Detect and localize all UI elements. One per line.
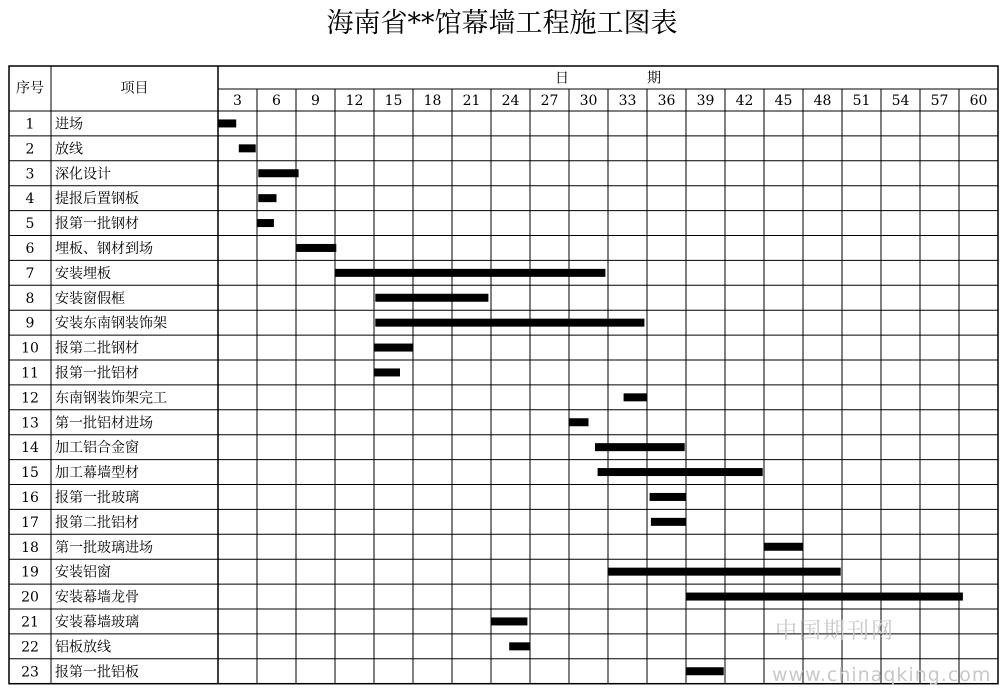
x-tick-label: 18 (423, 93, 442, 109)
task-name: 第一批铝材进场 (55, 415, 153, 432)
task-name: 报第一批铝板 (55, 664, 139, 681)
task-number: 20 (21, 589, 39, 606)
task-name: 报第二批铝材 (55, 514, 139, 531)
watermark-url: www.chinaqking.com (772, 664, 992, 686)
x-tick-label: 24 (501, 93, 520, 109)
gantt-bar (218, 119, 236, 127)
gantt-bar (686, 593, 963, 601)
header-date-right: 期 (647, 70, 661, 87)
task-name: 安装铝窗 (55, 564, 111, 581)
gantt-bar (608, 568, 841, 576)
task-number: 13 (21, 415, 39, 432)
task-name: 安装幕墙龙骨 (55, 589, 139, 606)
gantt-bar (374, 368, 400, 376)
x-tick-label: 33 (618, 93, 637, 109)
gantt-bar (258, 169, 298, 177)
task-name: 第一批玻璃进场 (55, 539, 153, 556)
gantt-bar (650, 493, 686, 501)
header-seq: 序号 (16, 80, 44, 97)
task-name: 报第二批钢材 (55, 340, 139, 357)
task-name: 铝板放线 (55, 639, 111, 656)
x-tick-label: 9 (311, 93, 320, 109)
x-tick-label: 45 (774, 93, 793, 109)
task-number: 15 (21, 465, 39, 482)
x-tick-label: 36 (657, 93, 676, 109)
x-tick-label: 3 (233, 93, 242, 109)
task-name: 报第一批钢材 (55, 216, 139, 233)
x-tick-label: 51 (852, 93, 871, 109)
gantt-bar (257, 219, 274, 227)
x-tick-label: 30 (579, 93, 598, 109)
chart-title: 海南省**馆幕墙工程施工图表 (326, 8, 678, 39)
x-tick-label: 6 (272, 93, 281, 109)
task-name: 进场 (55, 116, 83, 133)
task-number: 11 (21, 365, 39, 382)
task-name: 提报后置钢板 (55, 191, 139, 208)
task-number: 10 (21, 340, 39, 357)
x-tick-label: 27 (540, 93, 559, 109)
task-name: 安装幕墙玻璃 (55, 614, 139, 631)
gantt-bar (764, 543, 803, 551)
task-number: 12 (21, 390, 39, 407)
task-number: 23 (21, 664, 39, 681)
header-date-left: 日 (555, 70, 569, 87)
gantt-bar (296, 244, 336, 252)
task-number: 9 (25, 315, 35, 332)
x-tick-label: 39 (696, 93, 715, 109)
task-number: 18 (21, 539, 39, 556)
x-tick-label: 48 (813, 93, 832, 109)
task-name: 东南钢装饰架完工 (55, 390, 167, 407)
task-name: 报第一批玻璃 (55, 489, 139, 506)
task-name: 埋板、钢材到场 (55, 240, 153, 257)
task-name: 报第一批铝材 (55, 365, 139, 382)
gantt-bar (374, 344, 413, 352)
task-name: 安装窗假框 (55, 290, 125, 307)
gantt-bar (598, 468, 763, 476)
table-border (9, 66, 998, 684)
gantt-bar (335, 269, 605, 277)
task-name: 放线 (55, 141, 83, 158)
task-number: 22 (21, 639, 39, 656)
gantt-bar (595, 443, 685, 451)
gantt-bar (375, 319, 644, 327)
task-number: 7 (25, 265, 35, 282)
task-number: 14 (21, 440, 39, 457)
gantt-bar (491, 617, 527, 625)
gantt-bar (569, 418, 589, 426)
gantt-bar (375, 294, 488, 302)
gantt-bar (239, 144, 256, 152)
x-tick-label: 12 (345, 93, 364, 109)
task-number: 21 (21, 614, 39, 631)
x-tick-label: 54 (891, 93, 910, 109)
gantt-bar (509, 642, 530, 650)
watermark-text: 中国期刊网 (775, 619, 896, 644)
task-number: 5 (25, 216, 35, 233)
gantt-bar (686, 667, 724, 675)
gantt-bar (624, 393, 647, 401)
gantt-bar (258, 194, 276, 202)
x-tick-label: 42 (735, 93, 754, 109)
task-number: 8 (25, 290, 35, 307)
task-number: 16 (21, 489, 39, 506)
gantt-bar (651, 518, 686, 526)
x-tick-label: 21 (462, 93, 481, 109)
task-number: 1 (25, 116, 35, 133)
header-item: 项目 (120, 80, 149, 97)
task-name: 加工幕墙型材 (55, 465, 139, 482)
task-name: 安装东南钢装饰架 (55, 315, 167, 332)
task-number: 6 (25, 240, 35, 257)
task-name: 安装埋板 (55, 265, 111, 282)
task-number: 19 (21, 564, 39, 581)
task-number: 2 (25, 141, 35, 158)
task-number: 4 (25, 191, 35, 208)
x-tick-label: 15 (384, 93, 403, 109)
task-name: 深化设计 (55, 166, 111, 183)
task-name: 加工铝合金窗 (55, 440, 139, 457)
task-number: 17 (21, 514, 39, 531)
x-tick-label: 60 (969, 93, 988, 109)
x-tick-label: 57 (930, 93, 949, 109)
task-number: 3 (25, 166, 35, 183)
